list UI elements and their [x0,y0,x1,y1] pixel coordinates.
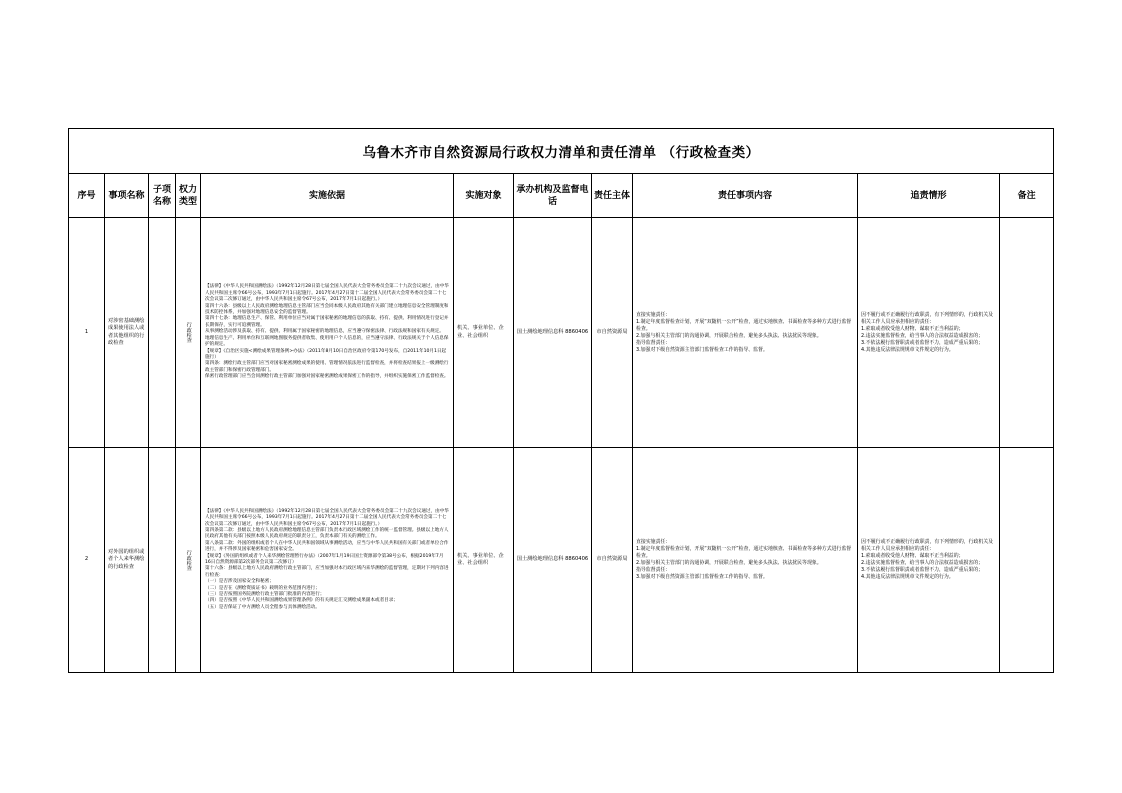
power-type-cell [176,218,201,448]
sub-item-cell [149,218,176,448]
basis-line: 第四十七条：地理信息生产、保管、利用单位应当对属于国家秘密的地理信息的获取、持有、提供、利用情况进行登记并长期保存，实行可追溯管理。 [205,316,449,328]
header-subject: 责任主体 [592,174,633,218]
header-row [69,174,1054,218]
resp-line: 3.加强对下级自然资源主管部门监督检查工作的指导、监督。 [636,346,768,353]
remarks-cell [1000,448,1054,673]
seq-cell: 2 [69,448,105,673]
basis-line: 从事测绘活动涉及获取、持有、提供、利用属于国家秘密的地理信息，应当遵守保密法律、行政法规和国家有关规定。 [205,329,444,335]
subject-cell: 市自然资源局 [592,448,633,673]
accountability-line: 4.其他违反法律法规规章文件规定的行为。 [861,346,954,353]
subject-cell: 市自然资源局 [592,218,633,448]
power-type-label: 行政检查 [185,322,192,343]
power-list-sheet [68,128,1053,663]
resp-line: 直接实施责任： [636,539,671,545]
accountability-line: 因不履行或不正确履行行政职责，有下列情形的，行政机关及相关工作人员应承担相应的责任： [861,539,994,552]
target-cell: 机关、事业单位、企业、社会组织 [454,448,514,673]
header-remarks: 备注 [1000,174,1054,218]
basis-line: 【规章】《自治区实施<测绘成果管理条例>办法》（2011年8月10日自治区政府令第170号发布，自2011年10月1日起施行） [205,348,447,360]
header-sub-item: 子项名称 [149,174,176,218]
basis-line: （三）是否按照国务院测绘行政主管部门批准的内容进行； [205,592,325,598]
resp-line: 1.制定年度监督检查计划，开展“双随机一公开”检查，通过实地核查、书面检查等多种方式进行监督检查。 [636,318,852,332]
header-accountability: 追责情形 [858,174,1000,218]
basis-line: 保密行政管理部门应当会同测绘行政主管部门加强对国家秘密测绘成果保密工作的指导，并组织实施保密工作监督检查。 [205,374,449,380]
accountability-cell [858,218,1000,448]
seq-cell: 1 [69,218,105,448]
accountability-line: 1.索取或者收受他人财物、谋取不正当利益的； [861,325,964,332]
basis-line: 地理信息生产、利用单位和互联网地图服务提供者收集、使用用户个人信息的，应当遵守法律、行政法规关于个人信息保护的规定。 [205,335,449,348]
basis-line: 【规章】《外国的组织或者个人来华测绘管理暂行办法》（2007年1月19日国土资源部令第38号公布，根据2019年7月16日自然资源部第2次部务会议第二次修订） [205,553,444,565]
header-basis: 实施依据 [201,174,454,218]
header-power-type: 权力类型 [176,174,201,218]
resp-line: 2.加强与相关主管部门的沟通协调，开展联合检查，避免多头执法、执法扰民等现象。 [636,560,822,566]
resp-line: 指导监督责任： [636,339,671,346]
accountability-line: 2.违法实施监督检查，给当事人的合法权益造成损害的； [861,332,984,339]
agency-cell: 国土测绘地理信息科 8860406 [514,218,592,448]
accountability-line: 4.其他违反法律法规规章文件规定的行为。 [861,574,954,580]
basis-line: 【法律】《中华人民共和国测绘法》（1992年12月28日第七届全国人民代表大会常务委员会第二十九次会议通过，由中华人民共和国主席令66号公布，1993年7月1日起施行。2017年4月27日第十二届全国人民代表大会常务委员会第二十七次会议第二次修订通过，由中华人民共和国主席令67号公布，2017年7月1日起施行。） [205,508,449,527]
basis-line: 第四条第二款：县级以上地方人民政府测绘地理信息主管部门负责本行政区域测绘工作的统一监督管理。县级以上地方人民政府其他有关部门按照本级人民政府规定的职责分工，负责本部门有关的测绘工作。 [205,527,449,540]
header-seq: 序号 [69,174,105,218]
accountability-line: 3.不依法履行监督职责或者监督不力，造成严重后果的； [861,567,984,573]
resp-line: 直接实施责任： [636,311,671,318]
header-resp-content: 责任事项内容 [633,174,858,218]
basis-cell [201,218,454,448]
accountability-line: 1.索取或者收受他人财物、谋取不正当利益的； [861,553,964,559]
power-type-cell [176,448,201,673]
resp-line: 3.加强对下级自然资源主管部门监督检查工作的指导、监督。 [636,574,768,580]
power-type-label: 行政检查 [185,549,192,571]
agency-cell: 国土测绘地理信息科 8860406 [514,448,592,673]
accountability-line: 3.不依法履行监督职责或者监督不力，造成严重后果的； [861,339,984,346]
basis-line: （五）是否保证了中方测绘人员全程参与具体测绘活动。 [205,604,320,610]
basis-line: （二）是否在《测绘资质证书》载明的业务范围内进行； [205,585,320,591]
item-name-cell: 对外国的组织或者个人来华测绘的行政检查 [105,448,149,673]
basis-line: 第十六条：县级以上地方人民政府测绘行政主管部门，应当加强对本行政区域内来华测绘的监督管理，定期对下列内容进行检查： [205,566,449,578]
basis-line: 【法律】《中华人民共和国测绘法》（1992年12月28日第七届全国人民代表大会常务委员会第二十九次会议通过，由中华人民共和国主席令66号公布，1993年7月1日起施行。2017年4月27日第十二届全国人民代表大会常务委员会第二十七次会议第二次修订通过，由中华人民共和国主席令67号公布，2017年7月1日起施行。） [205,284,449,303]
power-responsibility-table [68,128,1054,673]
item-name-cell: 对涉密基础测绘成果使用法人或者其他组织的行政检查 [105,218,149,448]
accountability-line: 2.违法实施监督检查，给当事人的合法权益造成损害的； [861,560,984,566]
table-title: 乌鲁木齐市自然资源局行政权力清单和责任清单 （行政检查类） [69,129,1054,174]
resp-line: 指导监督责任： [636,567,671,573]
header-agency: 承办机构及监督电话 [514,174,592,218]
resp-content-cell [633,218,858,448]
basis-line: 第四条：测绘行政主管部门应当对国家秘密测绘成果的使用、管理情况依法进行监督检查，并将检查结果报上一级测绘行政主管部门和保密行政管理部门。 [205,361,449,373]
accountability-cell [858,448,1000,673]
table-row [69,218,1054,448]
basis-line: 第四十六条：县级以上人民政府测绘地理信息主管部门应当会同本级人民政府其他有关部门建立地理信息安全管理制度和技术防控体系，并加强对地理信息安全的监督管理。 [205,303,449,316]
basis-line: （四）是否按照《中华人民共和国测绘成果管理条例》的有关规定汇交测绘成果副本或者目录； [205,598,398,604]
resp-line: 2.加强与相关主管部门的沟通协调，开展联合检查，避免多头执法、执法扰民等现象。 [636,332,822,339]
sub-item-cell [149,448,176,673]
basis-line: （一）是否涉及国家安全和秘密； [205,579,274,585]
resp-content-cell [633,448,858,673]
header-item-name: 事项名称 [105,174,149,218]
basis-cell [201,448,454,673]
header-target: 实施对象 [454,174,514,218]
remarks-cell [1000,218,1054,448]
target-cell: 机关、事业单位、企业、社会组织 [454,218,514,448]
basis-line: 第八条第二款：外国的组织或者个人在中华人民共和国领域从事测绘活动，应当与中华人民共和国有关部门或者单位合作进行，并不得涉及国家秘密和危害国家安全。 [205,540,449,553]
resp-line: 1.制定年度监督检查计划，开展“双随机一公开”检查，通过实地核查、书面检查等多种方式进行监督检查。 [636,546,852,559]
table-row [69,448,1054,673]
accountability-line: 因不履行或不正确履行行政职责，有下列情形的，行政机关及相关工作人员应承担相应的责任： [861,311,994,325]
